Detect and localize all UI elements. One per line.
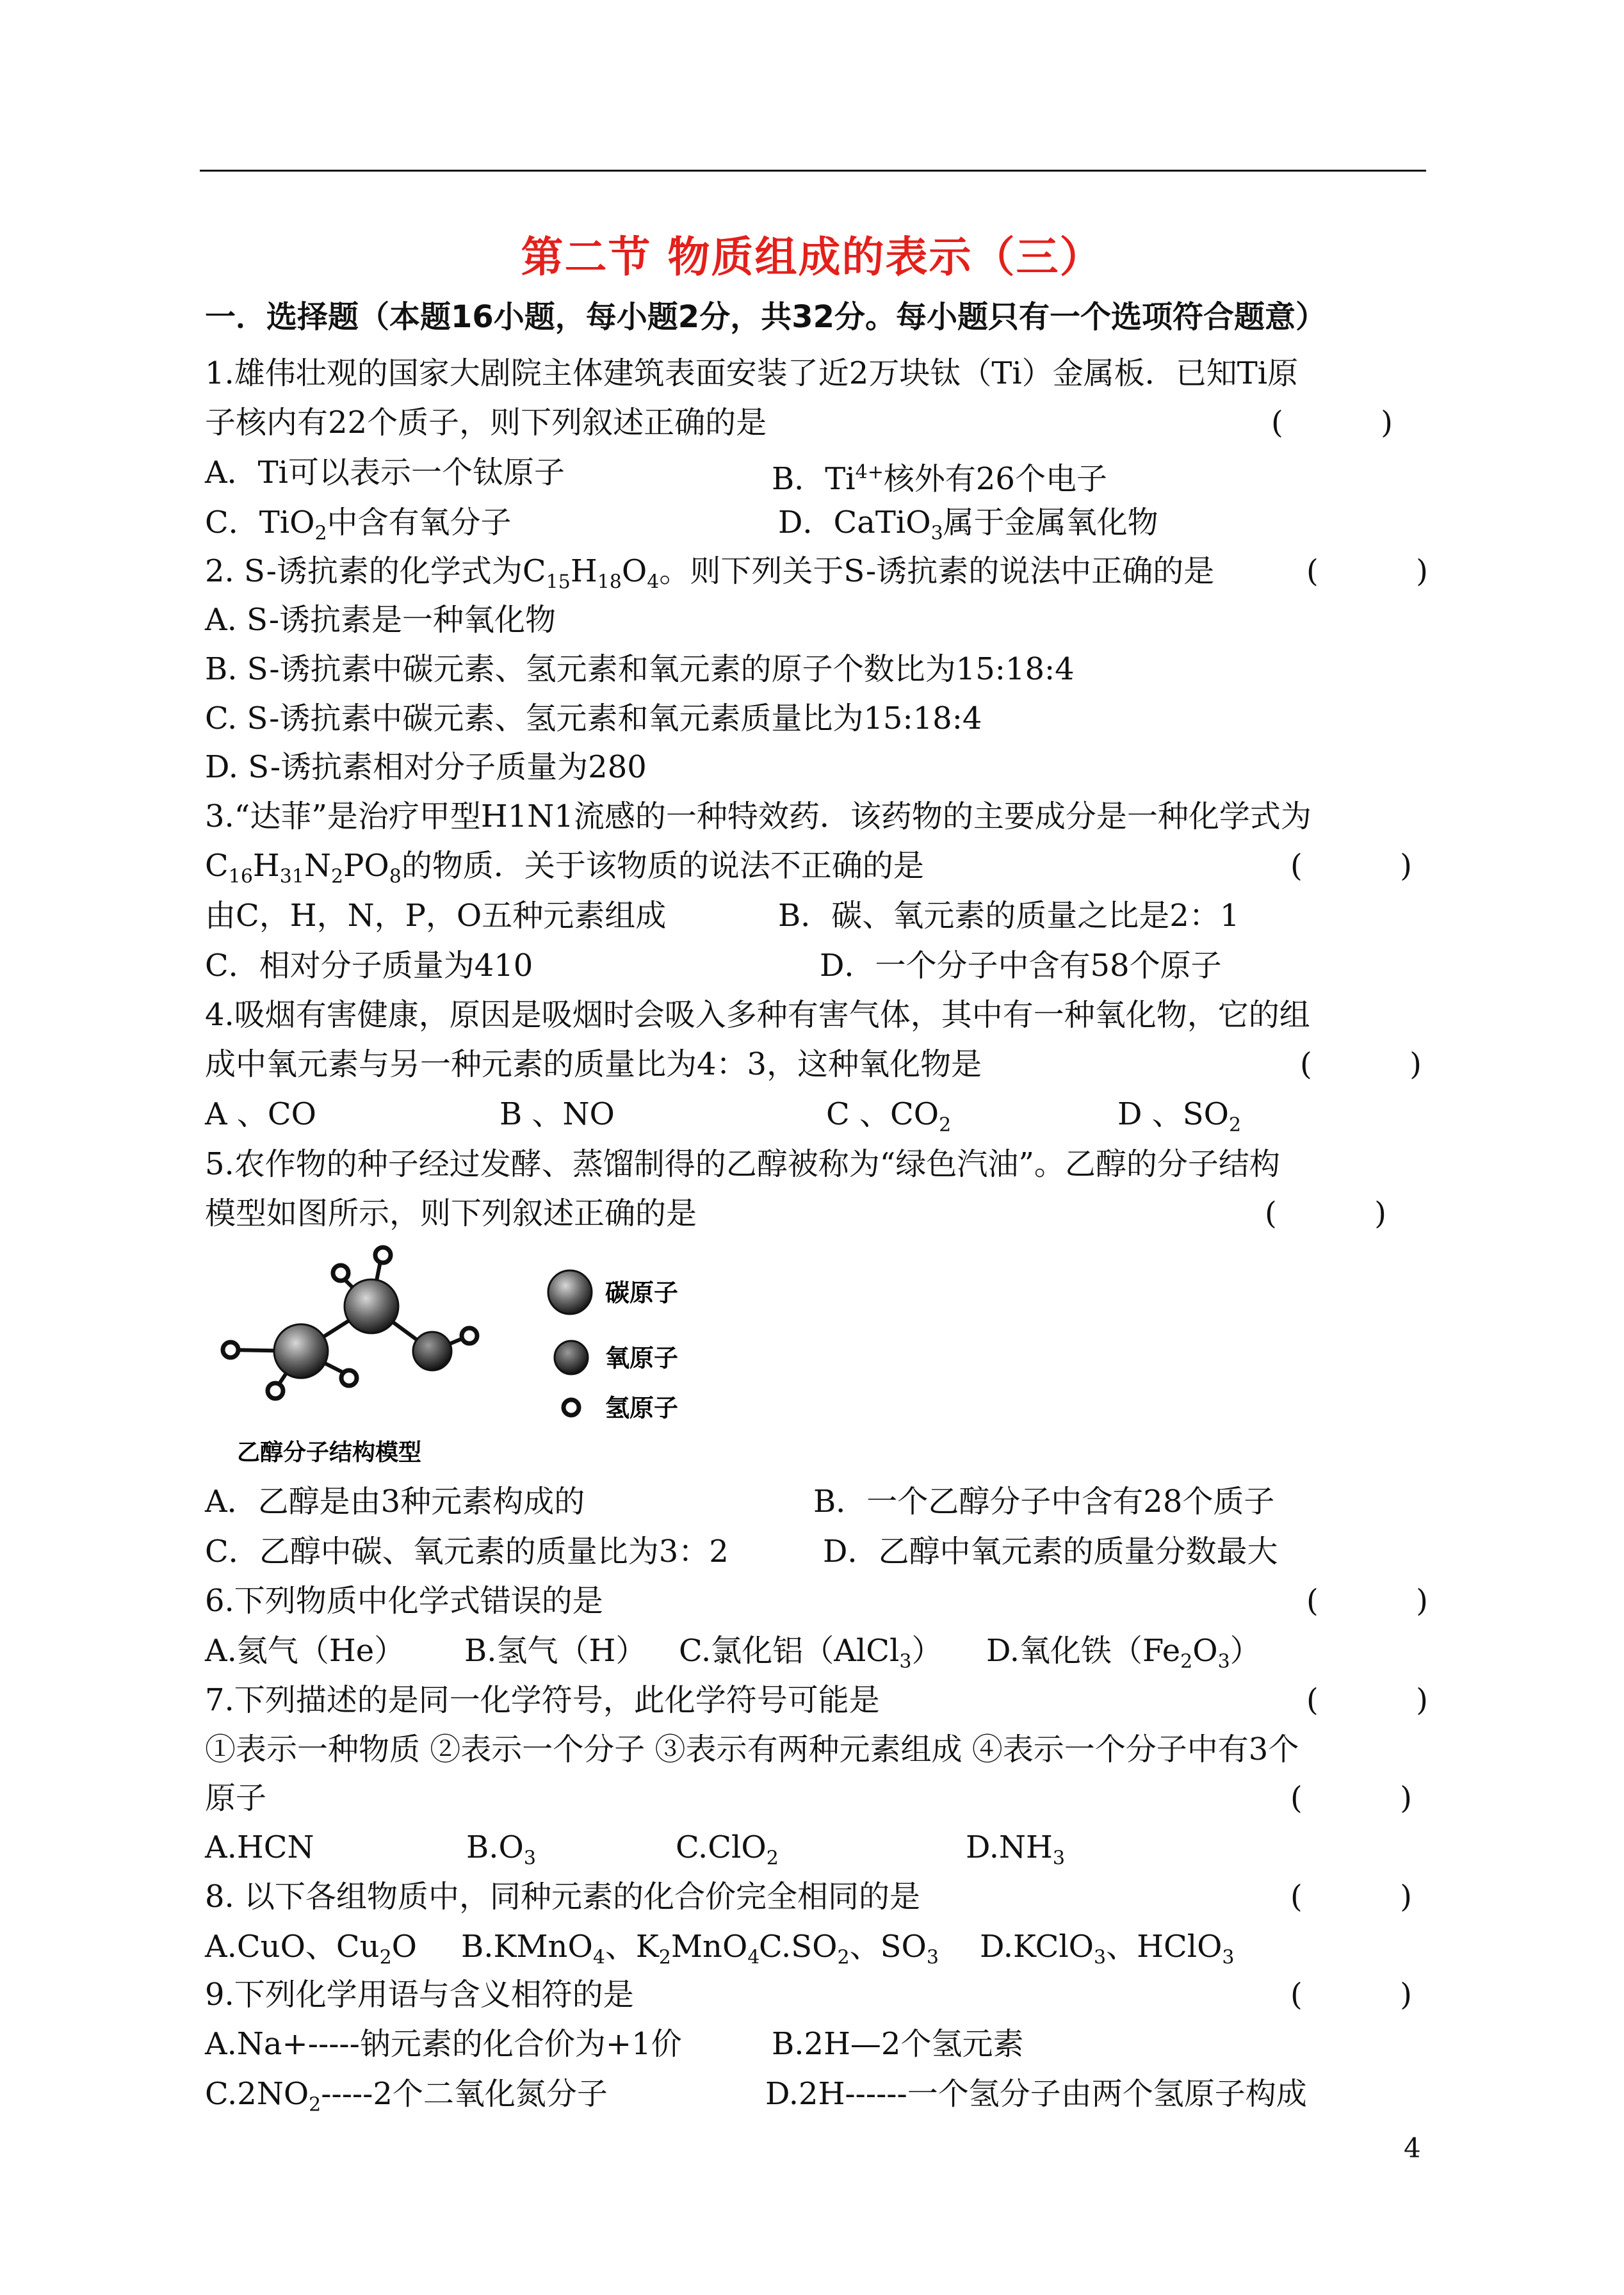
- q7-stem: 7.下列描述的是同一化学符号，此化学符号可能是: [205, 1682, 880, 1718]
- q5-option-d: D．乙醇中氧元素的质量分数最大: [823, 1534, 1278, 1569]
- carbon-atom-2: [345, 1279, 398, 1333]
- q3-option-b: B．碳、氧元素的质量之比是2：1: [778, 898, 1240, 934]
- carbon-atom-1: [274, 1324, 328, 1378]
- q9-option-a: A.Na+-----钠元素的化合价为+1价: [205, 2026, 682, 2062]
- q6-option-b: B.氢气（H）: [464, 1633, 647, 1669]
- q5-answer-paren: ( ): [1265, 1196, 1387, 1231]
- hydrogen-atom: [223, 1342, 238, 1358]
- q3-option-c: C．相对分子质量为410: [205, 948, 533, 984]
- q7-option-c: C.ClO$_2$: [676, 1829, 779, 1870]
- q7-answer-paren-2: ( ): [1290, 1780, 1413, 1816]
- q6-stem: 6.下列物质中化学式错误的是: [205, 1583, 603, 1619]
- header-rule: [200, 170, 1426, 172]
- q3-option-d: D．一个分子中含有58个原子: [820, 948, 1222, 984]
- q9-option-d: D.2H------一个氢分子由两个氢原子构成: [765, 2076, 1307, 2112]
- q4-stem-line1: 4.吸烟有害健康，原因是吸烟时会吸入多种有害气体，其中有一种氧化物，它的组: [205, 997, 1310, 1033]
- legend-oxygen-label: 氧原子: [605, 1344, 679, 1372]
- q8-stem: 8. 以下各组物质中，同种元素的化合价完全相同的是: [205, 1879, 921, 1915]
- legend-hydrogen-icon: [564, 1400, 579, 1415]
- page-title: 第二节 物质组成的表示（三）: [521, 232, 1103, 282]
- q2-option-c: C. S-诱抗素中碳元素、氢元素和氧元素质量比为15:18:4: [205, 701, 982, 736]
- q5-stem-line2: 模型如图所示，则下列叙述正确的是: [205, 1196, 697, 1231]
- q7-answer-paren: ( ): [1306, 1682, 1429, 1718]
- q2-option-d: D. S-诱抗素相对分子质量为280: [205, 749, 647, 785]
- q2-stem: 2. S-诱抗素的化学式为$C_{15}H_{18}O_4$。则下列关于S-诱抗素的说法中正确的是: [205, 553, 1215, 594]
- q8-option-c: $C.SO_2$、$SO_3$: [759, 1929, 939, 1969]
- q1-option-b: B．$Ti^{4+}$核外有26个电子: [772, 461, 1107, 497]
- legend-oxygen-icon: [555, 1341, 588, 1374]
- q2-answer-paren: ( ): [1306, 553, 1429, 589]
- q5-option-b: B．一个乙醇分子中含有28个质子: [813, 1484, 1275, 1520]
- q1-answer-paren: ( ): [1271, 405, 1393, 441]
- q9-option-c: $C.2NO_2-----2$个二氧化氮分子: [205, 2076, 608, 2116]
- q9-stem: 9.下列化学用语与含义相符的是: [205, 1977, 634, 2013]
- q6-answer-paren: ( ): [1306, 1583, 1429, 1619]
- q9-option-b: B.2H—2个氢元素: [772, 2026, 1024, 2062]
- q3-option-a: 由C，H，N，P，O五种元素组成: [205, 898, 667, 934]
- q8-option-b: B.KMnO$_4$、$K_2MnO_4$: [461, 1929, 760, 1969]
- legend-hydrogen-label: 氢原子: [605, 1394, 679, 1422]
- q9-answer-paren: ( ): [1290, 1977, 1413, 2013]
- q3-stem-line1: 3.“达菲”是治疗甲型H1N1流感的一种特效药．该药物的主要成分是一种化学式为: [205, 799, 1311, 834]
- hydrogen-atom: [341, 1370, 357, 1386]
- q7-option-b: $B.O_3$: [466, 1829, 536, 1870]
- q1-option-a: A．Ti可以表示一个钛原子: [205, 455, 565, 491]
- q5-option-a: A．乙醇是由3种元素构成的: [205, 1484, 585, 1520]
- legend-carbon-icon: [548, 1270, 592, 1314]
- q5-option-c: C．乙醇中碳、氧元素的质量比为3：2: [205, 1534, 729, 1569]
- q2-option-b: B. S-诱抗素中碳元素、氢元素和氧元素的原子个数比为15:18:4: [205, 651, 1075, 687]
- hydrogen-atom: [375, 1247, 391, 1263]
- q8-answer-paren: ( ): [1290, 1879, 1413, 1915]
- q6-option-d: D.氧化铁$(Fe_2O_3)$: [986, 1633, 1261, 1673]
- q1-stem-line1: 1.雄伟壮观的国家大剧院主体建筑表面安装了近2万块钛（Ti）金属板．已知Ti原: [205, 355, 1299, 391]
- q1-option-c: C．TiO$_2$中含有氧分子: [205, 505, 512, 545]
- legend-carbon-label: 碳原子: [605, 1279, 679, 1307]
- q7-option-d: $D.NH_3$: [966, 1829, 1065, 1870]
- q1-option-d: D．CaTiO$_3$属于金属氧化物: [778, 505, 1158, 545]
- q4-option-a: A 、CO: [205, 1096, 317, 1132]
- oxygen-atom: [413, 1332, 451, 1370]
- section-heading: 一．选择题（本题16小题，每小题2分，共32分。每小题只有一个选项符合题意）: [205, 299, 1326, 335]
- q4-option-b: B 、NO: [499, 1096, 615, 1132]
- q5-stem-line1: 5.农作物的种子经过发酵、蒸馏制得的乙醇被称为“绿色汽油”。乙醇的分子结构: [205, 1146, 1280, 1182]
- q7-option-a: A.HCN: [205, 1829, 314, 1865]
- q8-option-d: D.KClO$_3$、HClO$_3$: [980, 1929, 1235, 1969]
- q7-desc-line1: ①表示一种物质 ②表示一个分子 ③表示有两种元素组成 ④表示一个分子中有3个: [205, 1731, 1299, 1767]
- q8-option-a: A.CuO、$Cu_2O$: [205, 1929, 418, 1969]
- q4-answer-paren: ( ): [1300, 1046, 1422, 1082]
- hydrogen-atom: [333, 1265, 348, 1281]
- q1-stem-line2: 子核内有22个质子，则下列叙述正确的是: [205, 405, 767, 441]
- q4-stem-line2: 成中氧元素与另一种元素的质量比为4：3，这种氧化物是: [205, 1046, 982, 1082]
- hydrogen-atom: [268, 1383, 283, 1399]
- q6-option-c: C.氯化铝（AlCl$_3$）: [679, 1633, 943, 1673]
- ethanol-model-svg: [205, 1236, 749, 1473]
- ethanol-molecule-figure: [205, 1236, 749, 1473]
- page-number: 4: [1404, 2132, 1421, 2164]
- q3-answer-paren: ( ): [1290, 848, 1413, 884]
- q4-option-c: C 、$CO_2$: [826, 1096, 952, 1137]
- q2-option-a: A. S-诱抗素是一种氧化物: [205, 602, 556, 638]
- q4-option-d: D 、$SO_2$: [1117, 1096, 1242, 1137]
- q3-stem-line2: $C_{16}H_{31}N_2PO_8$的物质．关于该物质的说法不正确的是: [205, 848, 924, 888]
- figure-caption: 乙醇分子结构模型: [237, 1439, 422, 1466]
- q7-desc-line2: 原子: [205, 1780, 267, 1816]
- hydrogen-atom: [462, 1328, 477, 1343]
- q6-option-a: A.氦气（He）: [205, 1633, 405, 1669]
